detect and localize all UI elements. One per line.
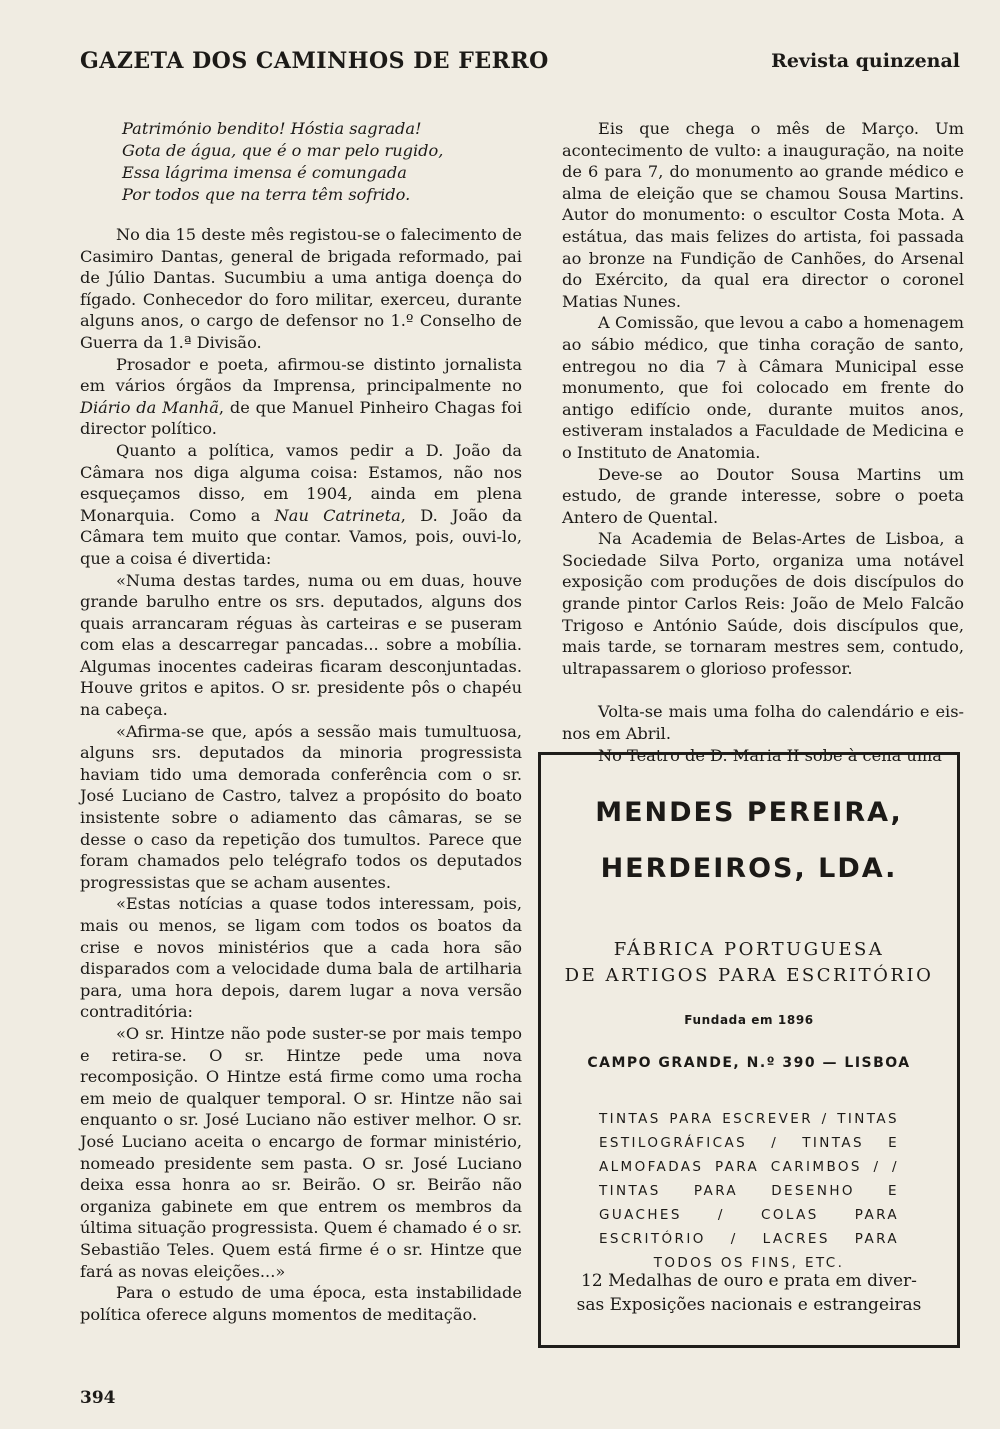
paragraph: «Numa destas tardes, numa ou em duas, houve grande barulho entre os srs. deputados, alguns dos quais arrancaram réguas às carteiras e se puseram com elas a descarregar pancadas... sobre a mobília. Algumas inocentes cadeiras ficaram desconjuntadas. Houve gritos e apitos. O sr. presidente pôs o chapéu na cabeça. (80, 570, 522, 720)
medals-line2: sas Exposições nacionais e estrangeiras (576, 1295, 922, 1315)
paragraph: «Afirma-se que, após a sessão mais tumultuosa, alguns srs. deputados da minoria progressista haviam tido uma demorada conferência com o sr. José Luciano de Castro, talvez a propósito do boato insistente sobre o adiamento das câmaras, se se desse o caso da repetição dos tumultos. Parece que foram chamados pelo telégrafo todos os deputados progressistas que se acham ausentes. (80, 721, 522, 892)
paragraph: «O sr. Hintze não pode suster-se por mais tempo e retira-se. O sr. Hintze pede uma nova recomposição. O Hintze está firme como uma rocha em meio de qualquer temporal. O sr. Hintze não sai enquanto o sr. José Luciano não estiver melhor. O sr. José Luciano aceita o encargo de formar ministério, nomeado presidente sem pasta. O sr. José Luciano deixa essa honra ao sr. Beirão. O sr. Beirão não organiza gabinete em que entrem os membros da última situação progressista. Quem é chamado é o sr. Sebastião Teles. Quem está firme é o sr. Hintze que fará as novas eleições...» (80, 1023, 522, 1281)
paragraph: «Estas notícias a quase todos interessam, pois, mais ou menos, se ligam com todos os boatos da crise e novos ministérios que a cada hora são disparados com a velocidade duma bala de artilharia para, uma hora depois, darem lugar a nova versão contraditória: (80, 894, 522, 1022)
poem-line: Gota de água, que é o mar pelo rugido, (122, 141, 444, 160)
factory-line1: FÁBRICA PORTUGUESA (613, 939, 885, 960)
paragraph (80, 354, 522, 440)
factory-description (541, 937, 957, 989)
paragraph: No Teatro de D. Maria II sobe à cena uma (598, 745, 942, 765)
poem-stanza (122, 118, 522, 206)
newspaper-title: Diário da Manhã (80, 397, 219, 417)
medals-line1: 12 Medalhas de ouro e prata em diver- (581, 1271, 917, 1291)
poem-line: Essa lágrima imensa é comungada (122, 163, 407, 182)
company-address: CAMPO GRANDE, N.º 390 — LISBOA (587, 1055, 911, 1071)
paragraph: Deve-se ao Doutor Sousa Martins um estudo, de grande interesse, sobre o poeta Antero de Quental. (562, 464, 964, 527)
medals-note (541, 1269, 957, 1317)
paragraph-text: Quanto a política, vamos pedir a D. João da Câmara nos diga alguma coisa: Estamos, não nos esqueçamos disso, em 1904, ainda em plena Monarquia. Como a (80, 440, 522, 525)
paragraph-text: , D. João da Câmara tem muito que contar. Vamos, pois, ouvi-lo, que a coisa é divertida: (80, 505, 522, 568)
journal-title: GAZETA DOS CAMINHOS DE FERRO (80, 48, 549, 74)
paragraph: A Comissão, que levou a cabo a homenagem ao sábio médico, que tinha coração de santo, entregou no dia 7 à Câmara Municipal esse monumento, que foi colocado em frente do antigo edifício onde, durante muitos anos, estiveram instalados a Faculdade de Medicina e o Instituto de Anatomia. (562, 313, 964, 462)
founded-date: Fundada em 1896 (684, 1013, 814, 1027)
right-column (562, 118, 964, 766)
paragraph: Eis que chega o mês de Março. Um acontecimento de vulto: a inauguração, na noite de 6 para 7, do monumento ao grande médico e alma de eleição que se chamou Sousa Martins. Autor do monumento: o escultor Costa Mota. A estátua, das mais felizes do artista, foi passada ao bronze na Fundição de Canhões, do Arsenal do Exército, da qual era director o coronel Matias Nunes. (562, 119, 964, 311)
page-number: 394 (80, 1388, 116, 1408)
poem-line: Por todos que na terra têm sofrido. (122, 185, 411, 204)
paragraph-text: Prosador e poeta, afirmou-se distinto jornalista em vários órgãos da Imprensa, principalmente no (80, 354, 522, 396)
company-name-line1: MENDES PEREIRA, (595, 797, 903, 828)
paragraph: No dia 15 deste mês registou-se o falecimento de Casimiro Dantas, general de brigada reformado, pai de Júlio Dantas. Sucumbiu a uma antiga doença do fígado. Conhecedor do foro militar, exerceu, durante alguns anos, o cargo de defensor no 1.º Conselho de Guerra da 1.ª Divisão. (80, 225, 522, 352)
paragraph: Volta-se mais uma folha do calendário e eis-nos em Abril. (562, 702, 964, 744)
paragraph-text: , de que Manuel Pinheiro Chagas foi director político. (80, 397, 522, 439)
factory-line2: DE ARTIGOS PARA ESCRITÓRIO (564, 965, 934, 986)
product-list: TINTAS PARA ESCREVER / TINTAS ESTILOGRÁFICAS / TINTAS E ALMOFADAS PARA CARIMBOS / / TINTAS PARA DESENHO E GUACHES / COLAS PARA ESCRITÓRIO / LACRES PARA TODOS OS FINS, ETC. (599, 1111, 899, 1271)
poem-line: Património bendito! Hóstia sagrada! (122, 119, 422, 138)
paragraph: Para o estudo de uma época, esta instabilidade política oferece alguns momentos de meditação. (80, 1283, 522, 1324)
journal-subtitle: Revista quinzenal (771, 50, 960, 72)
paragraph: Na Academia de Belas-Artes de Lisboa, a Sociedade Silva Porto, organiza uma notável exposição com produções de dois discípulos do grande pintor Carlos Reis: João de Melo Falcão Trigoso e António Saúde, dois discípulos que, mais tarde, se tornaram mestres sem, contudo, ultrapassarem o glorioso professor. (562, 529, 964, 678)
company-name-line2: HERDEIROS, LDA. (600, 853, 898, 884)
work-title: Nau Catrineta (274, 505, 401, 525)
left-column (80, 118, 522, 1325)
paragraph (80, 440, 522, 570)
advertisement-box (538, 752, 960, 1348)
